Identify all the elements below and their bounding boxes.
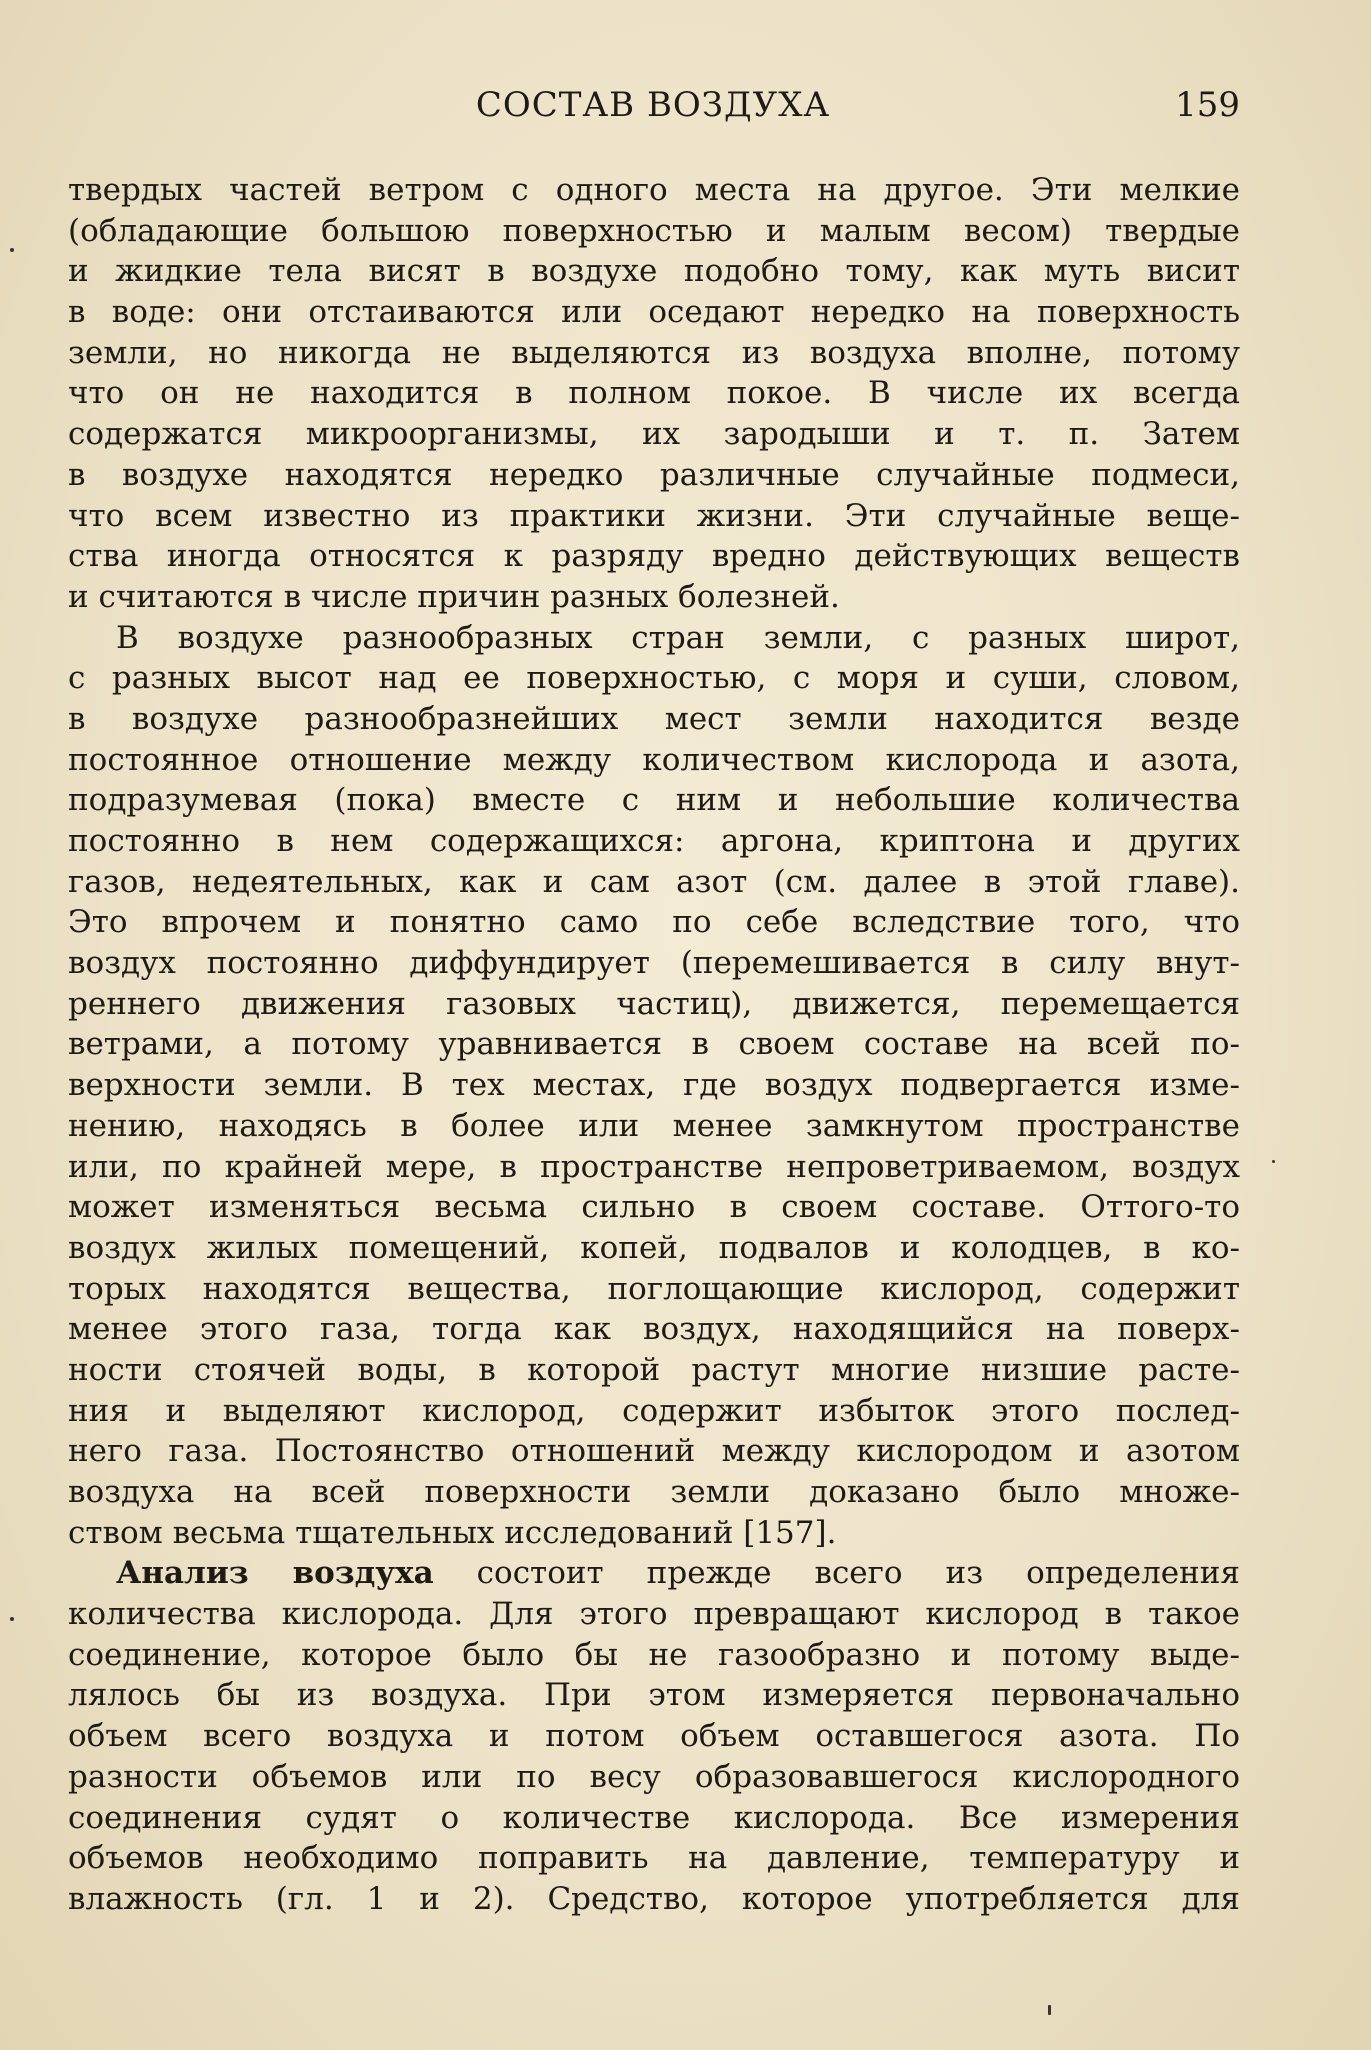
text-line: в воде: они отстаиваются или оседают нередко на поверхность (68, 294, 1240, 331)
text-line: может изменяться весьма сильно в своем составе. Оттого-то (68, 1189, 1240, 1226)
text-line: воздух жилых помещений, копей, подвалов и колодцев, в ко- (68, 1229, 1240, 1266)
text-line: ства иногда относятся к разряду вредно действующих веществ (68, 538, 1240, 575)
text-line: него газа. Постоянство отношений между кислородом и азотом (68, 1433, 1240, 1470)
text-line: менее этого газа, тогда как воздух, находящийся на поверх- (68, 1311, 1240, 1348)
text-line: реннего движения газовых частиц), движется, перемещается (68, 985, 1240, 1022)
text-line: объем всего воздуха и потом объем оставшегося азота. По (68, 1718, 1240, 1755)
text-line: количества кислорода. Для этого превращают кислород в такое (68, 1596, 1240, 1633)
text-line: постоянное отношение между количеством кислорода и азота, (68, 741, 1240, 778)
text-line: воздуха на всей поверхности земли доказано было множе- (68, 1474, 1240, 1510)
text-line: твердых частей ветром с одного места на другое. Эти мелкие (68, 172, 1240, 208)
text-line: торых находятся вещества, поглощающие кислород, содержит (68, 1270, 1240, 1307)
text-line: и жидкие тела висят в воздухе подобно тому, как муть висит (68, 253, 1240, 290)
text-line: объемов необходимо поправить на давление, температуру и (68, 1840, 1240, 1877)
text-line: воздух постоянно диффундирует (перемешивается в силу внут- (68, 945, 1240, 982)
print-speck (10, 1617, 14, 1621)
text-line: разности объемов или по весу образовавшегося кислородного (68, 1758, 1240, 1795)
section-lead-term: Анализ воздуха (116, 1555, 434, 1592)
text-line: влажность (гл. 1 и 2). Средство, которое употребляется для (68, 1880, 1240, 1917)
text-line: в воздухе разнообразнейших мест земли находится везде (68, 700, 1240, 737)
text-line: соединение, которое было бы не газообразно и потому выде- (68, 1636, 1240, 1673)
text-line: В воздухе разнообразных стран земли, с разных широт, (116, 619, 1240, 656)
text-line: что всем известно из практики жизни. Эти случайные веще- (68, 497, 1240, 534)
text-line: ности стоячей воды, в которой растут многие низшие расте- (68, 1351, 1240, 1388)
text-line: ветрами, а потому уравнивается в своем составе на всей по- (68, 1026, 1240, 1063)
text-line: верхности земли. В тех местах, где воздух подвергается изме- (68, 1067, 1240, 1104)
text-line (68, 1553, 1240, 1594)
text-line: ством весьма тщательных исследований [157]. (68, 1514, 837, 1551)
text-line: с разных высот над ее поверхностью, с моря и суши, словом, (68, 660, 1240, 697)
text-line: и считаются в числе причин разных болезней. (68, 578, 840, 615)
text-line: Это впрочем и понятно само по себе вследствие того, что (68, 904, 1240, 941)
text-line: в воздухе находятся нередко различные случайные подмеси, (68, 456, 1240, 493)
text-line: газов, недеятельных, как и сам азот (см. далее в этой главе). (68, 863, 1240, 900)
text-line: что он не находится в полном покое. В числе их всегда (68, 375, 1240, 412)
text-line: соединения судят о количестве кислорода. Все измерения (68, 1799, 1240, 1836)
page-number: 159 (1175, 85, 1240, 125)
text-line: или, по крайней мере, в пространстве непроветриваемом, воздух (68, 1148, 1240, 1185)
text-line: содержатся микроорганизмы, их зародыши и т. п. Затем (68, 416, 1240, 453)
text-line: нению, находясь в более или менее замкнутом пространстве (68, 1107, 1240, 1144)
text-line: (обладающие большою поверхностью и малым весом) твердые (68, 212, 1240, 249)
print-speck (1048, 2005, 1051, 2015)
print-speck (1272, 1160, 1275, 1163)
text-line: лялось бы из воздуха. При этом измеряется первоначально (68, 1677, 1240, 1714)
text-run: состоит прежде всего из определения (433, 1555, 1240, 1592)
running-title: СОСТАВ ВОЗДУХА (475, 85, 831, 125)
text-line: подразумевая (пока) вместе с ним и небольшие количества (68, 782, 1240, 819)
print-speck (10, 248, 14, 252)
text-line: постоянно в нем содержащихся: аргона, криптона и других (68, 823, 1240, 859)
page-body (68, 170, 1240, 1920)
paragraph-2 (68, 618, 1240, 1554)
paragraph-3 (68, 1553, 1240, 1919)
text-line: земли, но никогда не выделяются из воздуха вполне, потому (68, 334, 1240, 371)
text-line: ния и выделяют кислород, содержит избыток этого послед- (68, 1392, 1240, 1429)
paragraph-1 (68, 170, 1240, 618)
running-header (66, 80, 1240, 130)
